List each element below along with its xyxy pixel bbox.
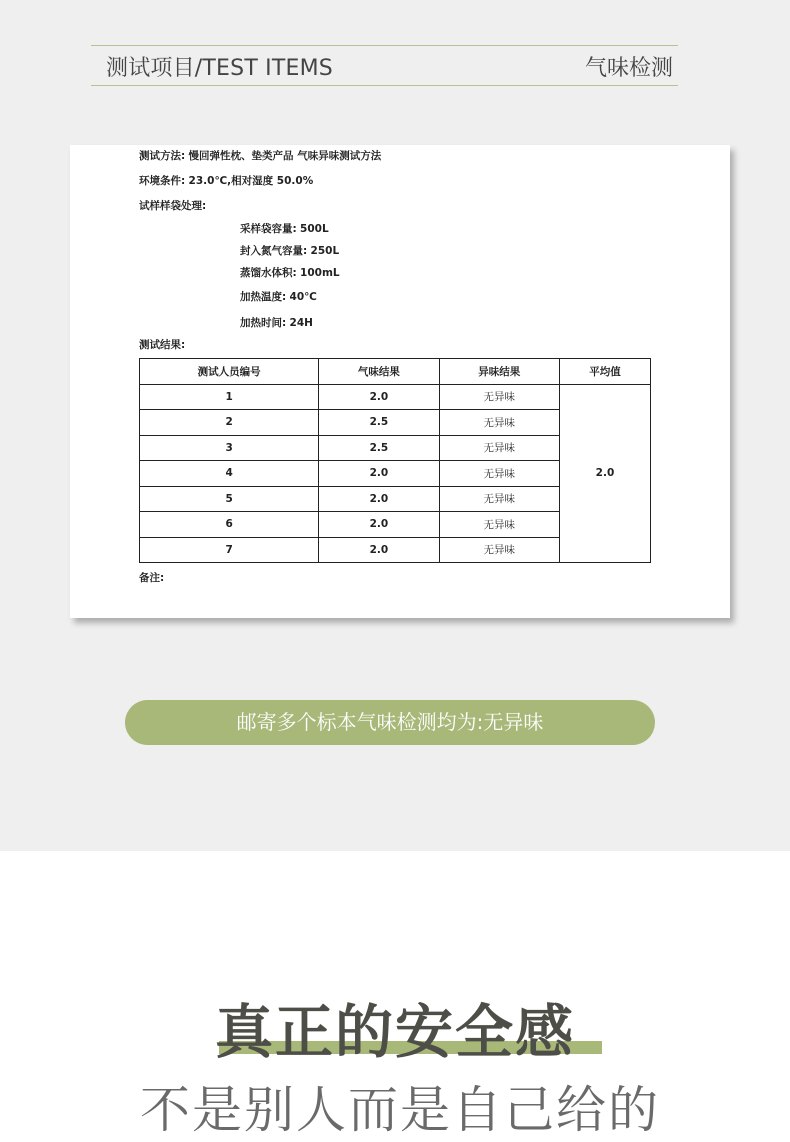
peculiar-cell: 无异味 — [439, 435, 559, 461]
section-header — [91, 45, 678, 86]
result-summary-pill: 邮寄多个标本气味检测均为:无异味 — [125, 700, 655, 745]
header-peculiar-result: 异味结果 — [439, 359, 559, 385]
method-value: 慢回弹性枕、垫类产品 气味异味测试方法 — [188, 150, 382, 162]
header-odor-result: 气味结果 — [319, 359, 439, 385]
slogan-title: 真正的安全感 — [214, 998, 575, 1066]
tester-id-cell: 7 — [140, 537, 319, 563]
peculiar-cell: 无异味 — [439, 461, 559, 487]
result-label: 测试结果: — [139, 339, 186, 351]
test-items-title: 测试项目/TEST ITEMS — [106, 56, 333, 81]
note-label: 备注: — [139, 572, 165, 584]
method-label: 测试方法: — [139, 150, 186, 162]
table-row — [140, 384, 651, 410]
table-header-row — [140, 359, 651, 385]
tester-id-cell: 5 — [140, 486, 319, 512]
peculiar-cell: 无异味 — [439, 512, 559, 538]
slogan-subtitle: 不是别人而是自己给的 — [140, 1081, 660, 1139]
sample-item: 加热温度: 40℃ — [240, 291, 317, 303]
sample-label: 试样样袋处理: — [139, 200, 207, 212]
odor-cell: 2.0 — [319, 486, 439, 512]
environment-label: 环境条件: — [139, 175, 186, 187]
test-report-document — [70, 145, 730, 618]
odor-cell: 2.5 — [319, 435, 439, 461]
peculiar-cell: 无异味 — [439, 384, 559, 410]
peculiar-cell: 无异味 — [439, 537, 559, 563]
tester-id-cell: 4 — [140, 461, 319, 487]
header-average: 平均值 — [559, 359, 650, 385]
odor-test-title: 气味检测 — [584, 56, 673, 81]
tester-id-cell: 3 — [140, 435, 319, 461]
environment-line — [139, 173, 313, 188]
results-table — [139, 358, 651, 563]
environment-value: 23.0℃,相对湿度 50.0% — [188, 175, 314, 187]
method-line — [139, 148, 381, 163]
sample-item: 蒸馏水体积: 100mL — [240, 267, 340, 279]
peculiar-cell: 无异味 — [439, 486, 559, 512]
odor-cell: 2.5 — [319, 410, 439, 436]
header-tester-id: 测试人员编号 — [140, 359, 319, 385]
average-cell: 2.0 — [559, 384, 650, 563]
odor-cell: 2.0 — [319, 384, 439, 410]
tester-id-cell: 2 — [140, 410, 319, 436]
odor-cell: 2.0 — [319, 512, 439, 538]
peculiar-cell: 无异味 — [439, 410, 559, 436]
sample-item: 封入氮气容量: 250L — [240, 245, 340, 257]
tester-id-cell: 1 — [140, 384, 319, 410]
odor-cell: 2.0 — [319, 537, 439, 563]
odor-cell: 2.0 — [319, 461, 439, 487]
sample-item: 加热时间: 24H — [240, 317, 313, 329]
tester-id-cell: 6 — [140, 512, 319, 538]
sample-item: 采样袋容量: 500L — [240, 223, 329, 235]
